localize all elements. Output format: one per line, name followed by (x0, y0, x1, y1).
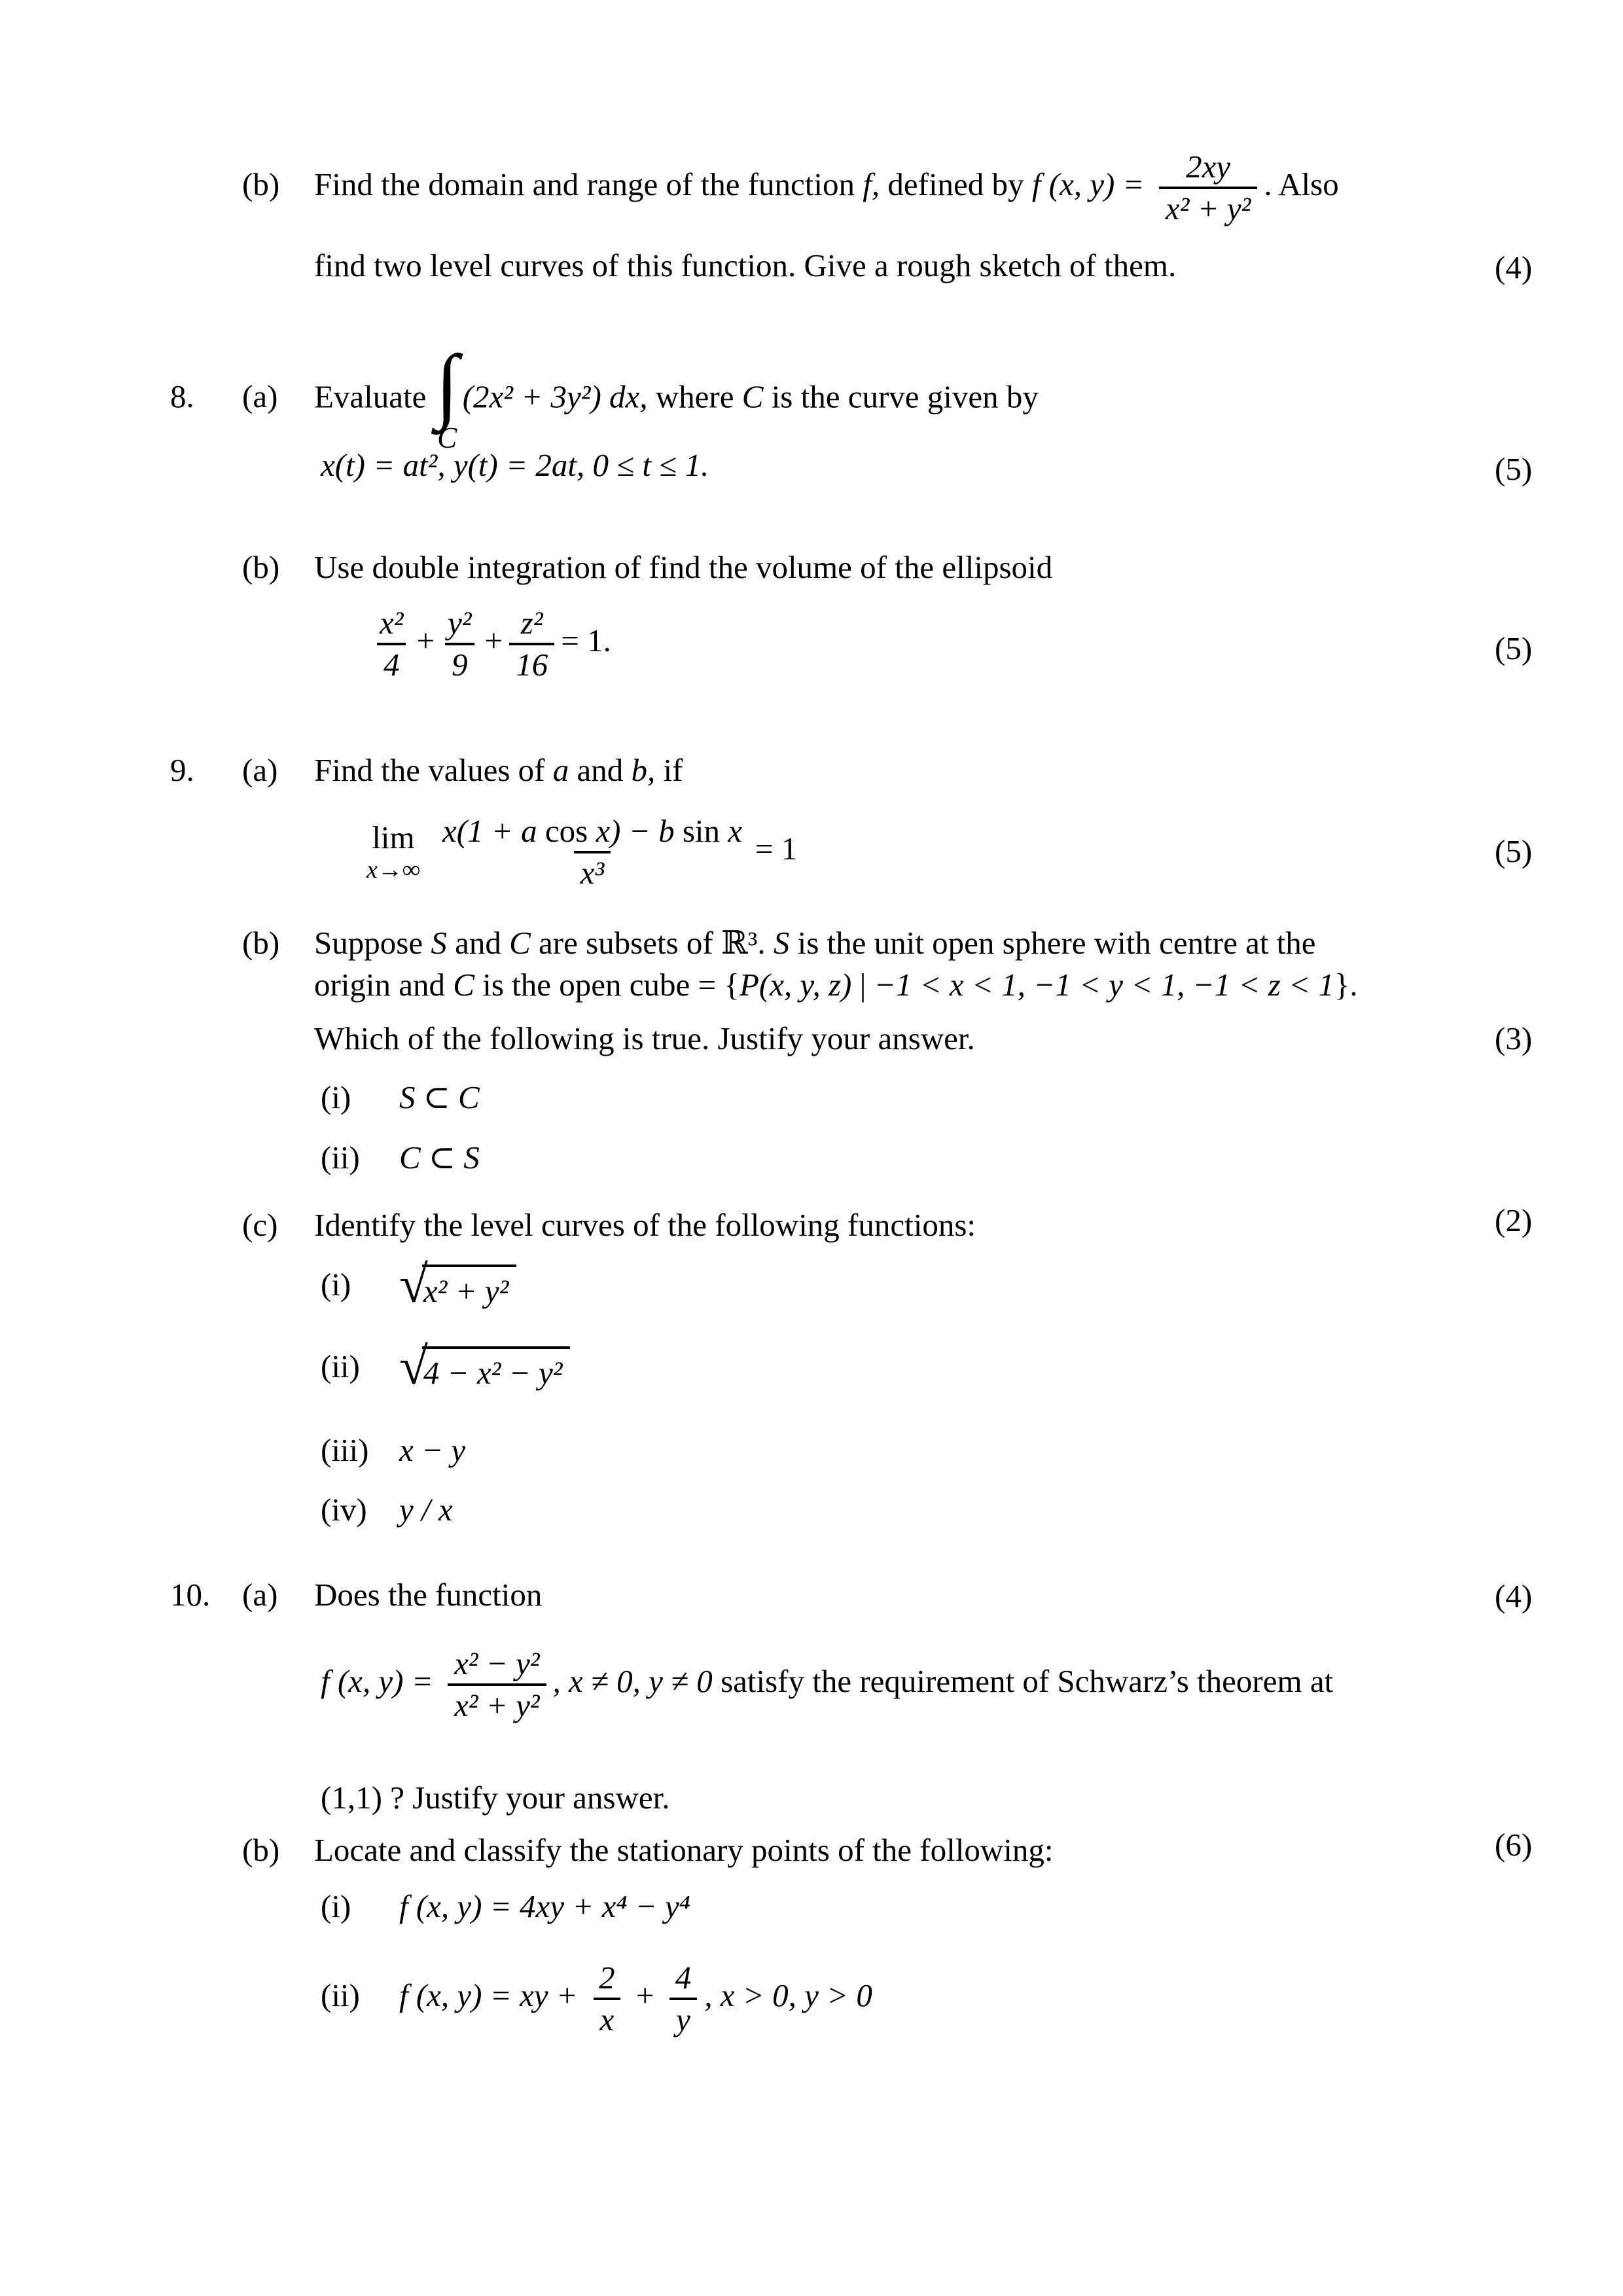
q9b-question: Which of the following is true. Justify your answer. (314, 1020, 975, 1056)
fraction-denominator: 16 (509, 643, 554, 683)
q8a-given-by: is the curve given by (763, 378, 1039, 415)
expression: y / x (399, 1492, 453, 1528)
set-s: S (431, 925, 447, 961)
q10a-condition: , x ≠ 0, y ≠ 0 (552, 1663, 721, 1700)
cos-function: cos (544, 813, 588, 849)
q7b-marks: (4) (1495, 249, 1533, 285)
item-label: (i) (321, 1079, 351, 1115)
fraction-denominator: 4 (377, 643, 406, 683)
equation-condition: , x > 0, y > 0 (704, 1977, 872, 2014)
q7b-text-line2: find two level curves of this function. Give a rough sketch of them. (314, 247, 1177, 283)
q9b-text: origin and (314, 967, 454, 1003)
q10-number: 10. (170, 1577, 211, 1613)
fraction (1159, 149, 1257, 226)
fraction-numerator: 2xy (1186, 149, 1231, 185)
q9a-rhs: = 1 (755, 831, 798, 867)
q9c-text: Identify the level curves of the following functions: (314, 1207, 976, 1243)
fraction-denominator: x² + y² (1159, 187, 1257, 226)
q9c-item-i (321, 1256, 516, 1314)
fraction (509, 605, 554, 683)
q8a-marks: (5) (1495, 451, 1533, 487)
q9a-var-a: a (552, 752, 569, 788)
q8a-parametric-eq: x(t) = at², y(t) = 2at, 0 ≤ t ≤ 1. (321, 447, 709, 483)
sin-function: sin (682, 813, 721, 849)
fraction (441, 605, 478, 683)
q9a-marks: (5) (1495, 833, 1533, 869)
fraction-numerator: 4 (675, 1960, 692, 1996)
r3-symbol: ℝ³. (721, 925, 766, 961)
fraction-denominator: x (594, 1998, 621, 2037)
q9b-item-ii (321, 1139, 480, 1177)
fraction-numerator (436, 814, 749, 851)
q10a-fxy: f (x, y) = (321, 1663, 442, 1700)
q9b-marks: (3) (1495, 1020, 1533, 1056)
plus-operator: + (628, 1977, 662, 2014)
set-s: S (765, 925, 798, 961)
fraction (436, 814, 749, 891)
limit-operator: lim (372, 819, 415, 856)
radicand: x² + y² (422, 1265, 516, 1312)
q10a-marks: (4) (1495, 1578, 1533, 1614)
square-root (399, 1256, 516, 1314)
q10a-satisfy: satisfy the requirement of Schwarz’s theorem at (721, 1663, 1334, 1700)
q9b-line3 (314, 1020, 975, 1058)
q9b-text: is the unit open sphere with centre at the (797, 925, 1316, 961)
q10a-line3 (321, 1779, 669, 1817)
expression: x − y (399, 1432, 466, 1468)
fraction-denominator: 9 (445, 643, 474, 683)
fraction-numerator: 2 (599, 1960, 615, 1996)
q8a-where: where (647, 378, 742, 415)
set-c: C (509, 925, 531, 961)
integral-lower-bound: C (437, 422, 457, 455)
q9a-text-pre: Find the values of (314, 752, 553, 788)
fraction (669, 1960, 698, 2037)
fraction (373, 605, 410, 683)
fraction-denominator: y (669, 1998, 697, 2037)
q8a-line1 (170, 338, 1039, 455)
q8b-equation (366, 605, 611, 683)
radical-sign: √ (399, 1256, 428, 1314)
q9-number: 9. (170, 752, 194, 788)
q9b-item-i (321, 1079, 480, 1117)
q9b-text: and (446, 925, 510, 961)
subset-statement: C ⊂ S (399, 1139, 480, 1175)
q8a-label: (a) (242, 378, 278, 415)
q7b-text-pre: Find the domain and range of the function (314, 166, 863, 203)
plus-operator: + (484, 622, 503, 659)
fraction (592, 1960, 622, 2037)
q9b-text: Suppose (314, 925, 431, 961)
fraction-numerator: x² (380, 605, 404, 641)
q8b-rhs: = 1. (561, 622, 611, 659)
q7b-line1 (242, 149, 1339, 226)
radical-sign: √ (399, 1338, 428, 1395)
set-builder-bar: | (851, 967, 874, 1003)
q9a-var-b: b, (631, 752, 656, 788)
integral-sign: ∫ (435, 338, 459, 431)
q8b-line1 (242, 548, 1052, 586)
q8a-curve-c: C (741, 378, 764, 415)
item-label: (i) (321, 1888, 351, 1924)
q9b-text: }. (1334, 967, 1358, 1003)
set-c: C (453, 967, 474, 1003)
q10a-equation (321, 1646, 1333, 1723)
square-root (399, 1338, 570, 1395)
q9b-text: is the open cube = { (474, 967, 740, 1003)
q9b-line1 (242, 924, 1316, 962)
q9a-equation (366, 814, 797, 891)
q10a-justify: (1,1) ? Justify your answer. (321, 1780, 670, 1816)
fraction-denominator: x² + y² (448, 1683, 546, 1723)
q7b-line2 (314, 247, 1176, 285)
q7b-also: . Also (1264, 166, 1339, 203)
numerator-part: x) − b (588, 813, 683, 849)
fraction-denominator: x³ (574, 851, 611, 891)
q9c-line1 (242, 1206, 976, 1244)
q8a-evaluate: Evaluate (314, 378, 435, 415)
q9c-item-iii (321, 1431, 465, 1469)
q9b-text: are subsets of (530, 925, 721, 961)
item-label: (iii) (321, 1432, 369, 1468)
item-label: (i) (321, 1266, 351, 1303)
q8a-equation (321, 446, 709, 484)
q9b-label: (b) (242, 925, 280, 961)
fraction (448, 1646, 546, 1723)
q10b-text: Locate and classify the stationary points of the following: (314, 1832, 1054, 1868)
q10b-line1 (242, 1831, 1053, 1869)
q8a-integrand: (2x² + 3y²) dx, (462, 378, 648, 415)
fraction-numerator: z² (520, 605, 543, 641)
item-label: (ii) (321, 1977, 360, 2014)
q9c-item-iv (321, 1491, 453, 1529)
q9c-label: (c) (242, 1207, 278, 1243)
q8b-marks: (5) (1495, 630, 1533, 666)
equation-pre: f (x, y) = xy + (399, 1977, 586, 2014)
limit (366, 821, 420, 882)
q10a-text: Does the function (314, 1577, 543, 1613)
fraction-numerator: x² − y² (454, 1645, 540, 1681)
inequalities: −1 < x < 1, −1 < y < 1, −1 < z < 1 (874, 967, 1334, 1003)
q10a-line1 (170, 1576, 542, 1614)
q9a-line1 (170, 751, 683, 789)
q10b-label: (b) (242, 1832, 280, 1868)
q8-number: 8. (170, 378, 194, 415)
item-label: (ii) (321, 1139, 360, 1175)
q10b-item-i (321, 1888, 690, 1926)
q9a-and: and (569, 752, 632, 788)
item-label: (iv) (321, 1492, 367, 1528)
q7b-fxy: f (x, y) = (1031, 166, 1152, 203)
radicand: 4 − x² − y² (422, 1346, 571, 1393)
q7b-label: (b) (242, 166, 280, 203)
point-p: P(x, y, z) (739, 967, 852, 1003)
q9a-if: if (655, 752, 683, 788)
q7b-f: f, (863, 166, 880, 203)
q10a-label: (a) (242, 1577, 278, 1613)
q9b-line2 (314, 966, 1358, 1004)
subset-statement: S ⊂ C (399, 1079, 480, 1115)
q8b-text: Use double integration of find the volume of the ellipsoid (314, 549, 1053, 585)
q8b-label: (b) (242, 549, 280, 585)
q9a-label: (a) (242, 752, 278, 788)
q9c-marks: (2) (1495, 1202, 1533, 1238)
integral (435, 338, 459, 455)
plus-operator: + (416, 622, 435, 659)
equation: f (x, y) = 4xy + x⁴ − y⁴ (399, 1888, 690, 1924)
fraction-numerator: y² (448, 605, 472, 641)
item-label: (ii) (321, 1348, 360, 1385)
q9c-item-ii (321, 1338, 570, 1395)
q10b-marks: (6) (1495, 1827, 1533, 1863)
q7b-defined-by: defined by (880, 166, 1032, 203)
q10b-item-ii (321, 1960, 872, 2037)
numerator-part: x (720, 813, 743, 849)
limit-subscript: x→∞ (366, 856, 420, 884)
numerator-part: x(1 + a (442, 813, 545, 849)
